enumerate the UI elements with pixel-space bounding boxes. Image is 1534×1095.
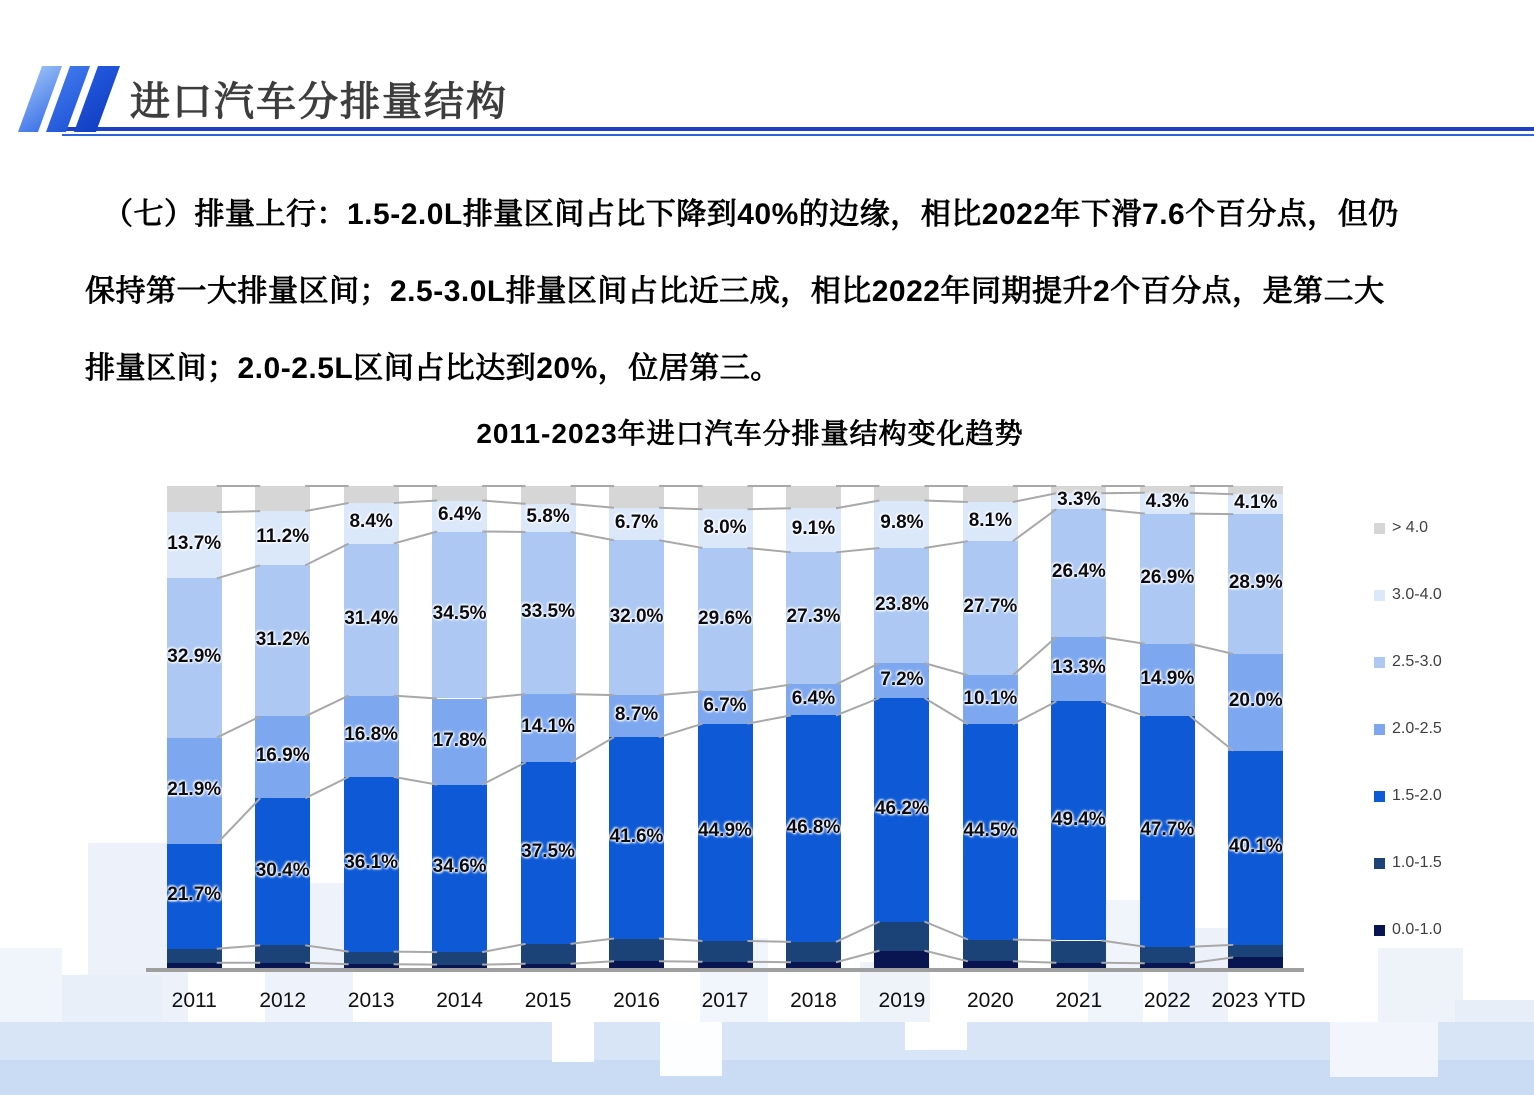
- x-axis-label: 2020: [967, 989, 1014, 1012]
- background-shape: [905, 1022, 967, 1050]
- bar-value-label: 13.3%: [1051, 657, 1106, 679]
- bar-value-label: 6.7%: [703, 695, 747, 717]
- legend-swatch-icon: [1374, 657, 1385, 668]
- legend-label: 2.5-3.0: [1392, 653, 1442, 670]
- legend-item: [1374, 719, 1442, 739]
- bar-value-label: 32.0%: [609, 605, 664, 627]
- bar-value-label: 37.5%: [521, 841, 575, 863]
- paragraph-line: 保持第一大排量区间；2.5-3.0L排量区间占比近三成，相比2022年同期提升2个百分点，是第二大: [85, 275, 1385, 308]
- bar-value-label: 40.1%: [1228, 835, 1283, 857]
- bar-value-label: 11.2%: [256, 526, 310, 548]
- title-underline-thin: [62, 134, 1534, 136]
- bar-value-label: 26.9%: [1140, 566, 1195, 588]
- legend-item: [1374, 585, 1442, 605]
- bar-value-label: 30.4%: [255, 859, 310, 881]
- bar-value-label: 17.8%: [432, 729, 487, 751]
- bar-value-label: 10.1%: [963, 687, 1018, 709]
- bar-value-label: 9.1%: [791, 518, 836, 540]
- legend-item: [1374, 652, 1442, 672]
- bar-value-label: 44.5%: [963, 819, 1018, 841]
- series-connector-lines: [150, 486, 1300, 970]
- chart-title: 2011-2023年进口汽车分排量结构变化趋势: [476, 418, 1024, 449]
- legend-swatch-icon: [1374, 590, 1385, 601]
- legend-label: 3.0-4.0: [1392, 586, 1442, 603]
- legend-item: [1374, 853, 1442, 873]
- background-shape: [0, 1060, 1534, 1095]
- bar-value-label: 16.9%: [255, 745, 310, 767]
- body-paragraph: [85, 176, 1474, 407]
- bar-value-label: 31.2%: [255, 628, 310, 650]
- background-shape: [1330, 1022, 1438, 1077]
- page-title: 进口汽车分排量结构: [130, 80, 508, 124]
- x-axis-label: 2022: [1143, 989, 1191, 1012]
- bar-value-label: 6.7%: [614, 511, 659, 533]
- bar-value-label: 14.9%: [1140, 667, 1195, 689]
- bar-value-label: 6.4%: [791, 687, 836, 709]
- paragraph-line: 排量区间；2.0-2.5L区间占比达到20%，位居第三。: [85, 352, 781, 385]
- bar-value-label: 4.3%: [1145, 491, 1189, 513]
- x-axis-label: 2017: [701, 989, 749, 1012]
- legend-item: [1374, 518, 1442, 538]
- bar-value-label: 9.8%: [880, 512, 924, 534]
- legend-label: 1.0-1.5: [1392, 854, 1442, 871]
- bar-value-label: 23.8%: [874, 593, 929, 615]
- bar-value-label: 6.4%: [437, 504, 482, 525]
- stacked-bar-chart: [150, 486, 1306, 1012]
- bar-value-label: 34.5%: [432, 602, 487, 624]
- bar-value-label: 21.7%: [167, 884, 222, 906]
- bar-value-label: 13.7%: [167, 533, 222, 555]
- x-axis-label: 2012: [259, 989, 307, 1012]
- legend-label: > 4.0: [1392, 519, 1429, 536]
- legend-swatch-icon: [1374, 724, 1385, 735]
- legend-swatch-icon: [1374, 791, 1385, 802]
- bar-value-label: 28.9%: [1228, 572, 1283, 593]
- legend-label: 2.0-2.5: [1392, 720, 1442, 737]
- bar-value-label: 46.2%: [874, 797, 929, 819]
- bar-value-label: 3.3%: [1057, 489, 1101, 511]
- background-shape: [660, 1022, 722, 1076]
- bar-value-label: 14.1%: [521, 716, 575, 738]
- background-shape: [0, 1022, 1534, 1062]
- bar-value-label: 8.4%: [349, 511, 393, 533]
- x-axis-label: 2015: [524, 989, 572, 1012]
- x-axis-label: 2018: [790, 989, 837, 1012]
- bar-value-label: 16.8%: [344, 724, 399, 746]
- bar-value-label: 5.8%: [526, 505, 570, 527]
- bar-value-label: 8.0%: [703, 516, 747, 538]
- x-axis-line: [146, 968, 1304, 972]
- legend-swatch-icon: [1374, 925, 1385, 936]
- legend-swatch-icon: [1374, 523, 1385, 534]
- bar-value-label: 27.7%: [963, 596, 1018, 618]
- slide-accent-icon: [18, 66, 128, 134]
- bar-value-label: 7.2%: [880, 668, 924, 690]
- bar-value-label: 8.7%: [614, 704, 659, 726]
- bar-value-label: 4.1%: [1234, 492, 1278, 514]
- bar-value-label: 46.8%: [786, 816, 841, 838]
- legend-swatch-icon: [1374, 858, 1385, 869]
- x-axis-label: 2011: [171, 989, 217, 1012]
- x-axis-label: 2019: [878, 989, 926, 1012]
- x-axis-label: 2023 YTD: [1211, 989, 1306, 1012]
- bar-value-label: 49.4%: [1051, 808, 1106, 830]
- legend-item: [1374, 786, 1442, 806]
- chart-legend: [1374, 518, 1442, 940]
- bar-value-label: 29.6%: [698, 607, 752, 629]
- bar-value-label: 31.4%: [344, 607, 399, 629]
- background-shape: [1378, 948, 1463, 1022]
- bar-value-label: 34.6%: [432, 856, 487, 878]
- bar-value-label: 47.7%: [1140, 819, 1195, 841]
- bar-value-label: 32.9%: [167, 646, 222, 668]
- bar-value-label: 33.5%: [521, 601, 575, 623]
- title-underline: [62, 127, 1534, 131]
- background-shape: [552, 1022, 594, 1062]
- bar-value-label: 26.4%: [1051, 561, 1106, 583]
- bar-value-label: 20.0%: [1228, 690, 1283, 712]
- bar-value-label: 44.9%: [698, 820, 752, 842]
- bar-value-label: 27.3%: [786, 606, 841, 628]
- x-axis-label: 2016: [613, 989, 660, 1012]
- legend-label: 0.0-1.0: [1392, 921, 1442, 938]
- bar-value-label: 8.1%: [968, 509, 1013, 531]
- bar-value-label: 36.1%: [344, 852, 399, 874]
- bar-value-label: 41.6%: [609, 825, 664, 847]
- legend-item: [1374, 920, 1442, 940]
- x-axis-label: 2013: [347, 989, 395, 1012]
- x-axis-label: 2014: [436, 989, 483, 1012]
- x-axis-label: 2021: [1055, 989, 1103, 1012]
- paragraph-line: （七）排量上行：1.5-2.0L排量区间占比下降到40%的边缘，相比2022年下滑7.6个百分点，但仍: [103, 198, 1399, 231]
- bar-value-label: 21.9%: [167, 778, 222, 800]
- legend-label: 1.5-2.0: [1392, 787, 1442, 804]
